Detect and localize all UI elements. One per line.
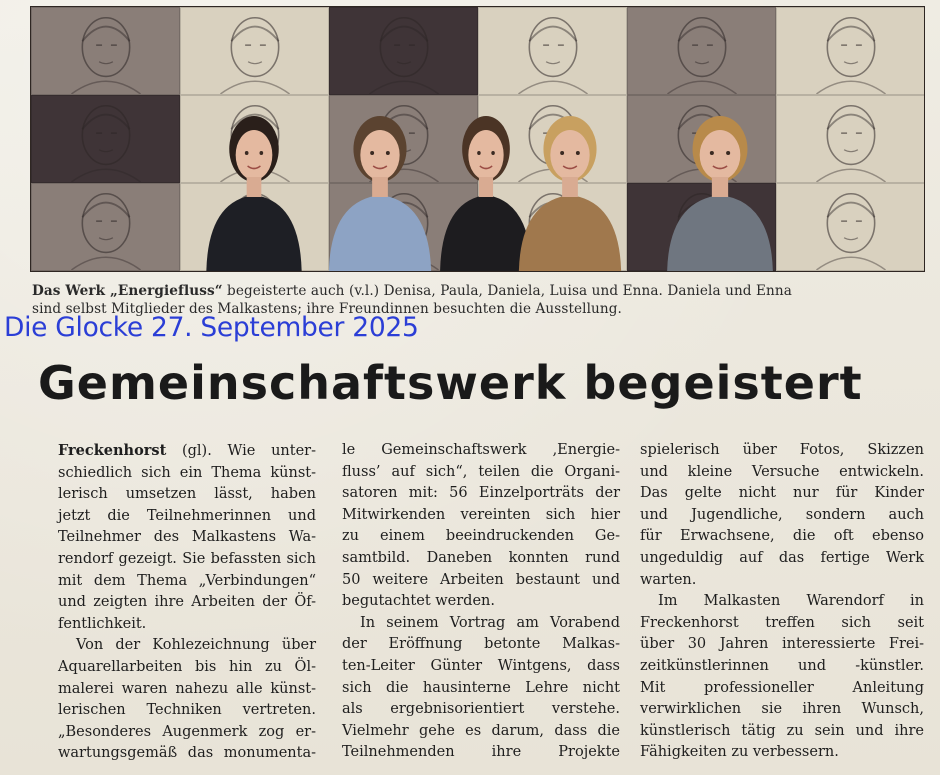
portrait-tile [31,7,180,95]
column-line: begutachtet werden. [342,593,495,610]
article-column-1 [58,440,316,765]
column-line: Mitwirkenden vereinten sich hier [342,506,620,523]
girl-figure [659,103,781,271]
column-line: mit dem Thema „Verbindungen“ [58,572,316,589]
column-line: sich die hausinterne Lehre nicht [342,679,620,696]
caption-text-line1: begeisterte auch (v.l.) Denisa, Paula, Daniela, Luisa und Enna. Daniela und Enna [222,283,792,299]
column-line: Von der Kohlezeichnung über [76,637,316,654]
portrait-tile [31,95,180,183]
article-headline: Gemeinschaftswerk begeistert [38,356,863,410]
column-line: ungeduldig auf das fertige Werk [640,549,924,566]
column-line: lerischen Techniken vertreten. [58,702,316,719]
dateline: Freckenhorst [58,442,167,459]
column-line: fentlichkeit. [58,615,147,632]
column-line: satoren mit: 56 Einzelporträts der [342,485,620,502]
column-line: verwirklichen sie ihren Wunsch, [640,701,924,718]
portrait-tile [776,7,925,95]
column-line: In seinem Vortrag am Vorabend [360,614,620,631]
column-line: fluss’ auf sich“, teilen die Organi- [342,463,620,480]
column-line: Fähigkeiten zu verbessern. [640,744,839,761]
girl-figure [321,103,439,271]
column-line: Im Malkasten Warendorf in [658,593,924,610]
column-line: zu einem beeindruckenden Ge- [342,528,620,545]
caption-bold-lead: Das Werk „Energiefluss“ [32,283,223,299]
portrait-tile [329,7,478,95]
article-photo [30,6,925,272]
source-date-label: Die Glocke 27. September 2025 [4,312,419,343]
column-line: Mit professioneller Anleitung [640,679,924,696]
column-line: Freckenhorst (gl). Wie unter- [58,442,316,459]
column-line: künstlerisch tätig zu sein und ihre [640,722,924,739]
column-line: Aquarellarbeiten bis hin zu Öl- [58,658,316,675]
column-line: Freckenhorst treffen sich seit [640,614,924,631]
portrait-tile [31,183,180,271]
column-line: Vielmehr gehe es darum, dass die [342,722,620,739]
column-line: Das gelte nicht nur für Kinder [640,485,924,502]
girl-figure [511,103,629,271]
column-line: warten. [640,571,697,588]
column-line: 50 weitere Arbeiten bestaunt und [342,571,620,588]
column-line: und Jugendliche, sondern auch [640,506,924,523]
column-line: spielerisch über Fotos, Skizzen [640,442,924,458]
column-line: le Gemeinschaftswerk ‚Energie- [342,442,620,458]
column-line: „Besonderes Augenmerk zog er- [58,723,316,740]
column-line: lerisch umsetzen lässt, haben [58,486,316,503]
column-line: der Eröffnung betonte Malkas- [342,636,620,653]
portrait-tile [627,7,776,95]
portrait-tile [180,7,329,95]
column-line: rendorf gezeigt. Sie befassten sich [58,550,316,567]
caption-text-line2: sind selbst Mitglieder des Malkastens; ihre Freundinnen besuchten die Ausstellung. [32,301,622,317]
portrait-tile [478,7,627,95]
column-line: als ergebnisorientiert verstehe. [342,701,620,718]
column-line: samtbild. Daneben konnten rund [342,549,620,566]
column-line: und kleine Versuche entwickeln. [640,463,924,480]
column-line: für Erwachsene, die oft ebenso [640,528,924,545]
column-line: malerei waren nahezu alle künst- [58,680,316,697]
girl-figure [199,103,309,271]
column-line: ten-Leiter Günter Wintgens, dass [342,657,620,674]
column-line: schiedlich sich ein Thema künst- [58,464,316,481]
article-column-3 [640,440,924,764]
column-line: Teilnehmenden ihre Projekte [342,744,620,761]
portrait-tile [776,95,925,183]
column-line: jetzt die Teilnehmerinnen und [58,507,316,524]
column-line: über 30 Jahren interessierte Frei- [640,636,924,653]
column-line: zeitkünstlerinnen und -künstler. [640,657,924,674]
portrait-tile [776,183,925,271]
column-line: wartungsgemäß das monumenta- [58,745,316,762]
column-line: und zeigten ihre Arbeiten der Öf- [58,594,316,611]
column-line: Teilnehmer des Malkastens Wa- [58,529,316,546]
article-column-2 [342,440,620,764]
